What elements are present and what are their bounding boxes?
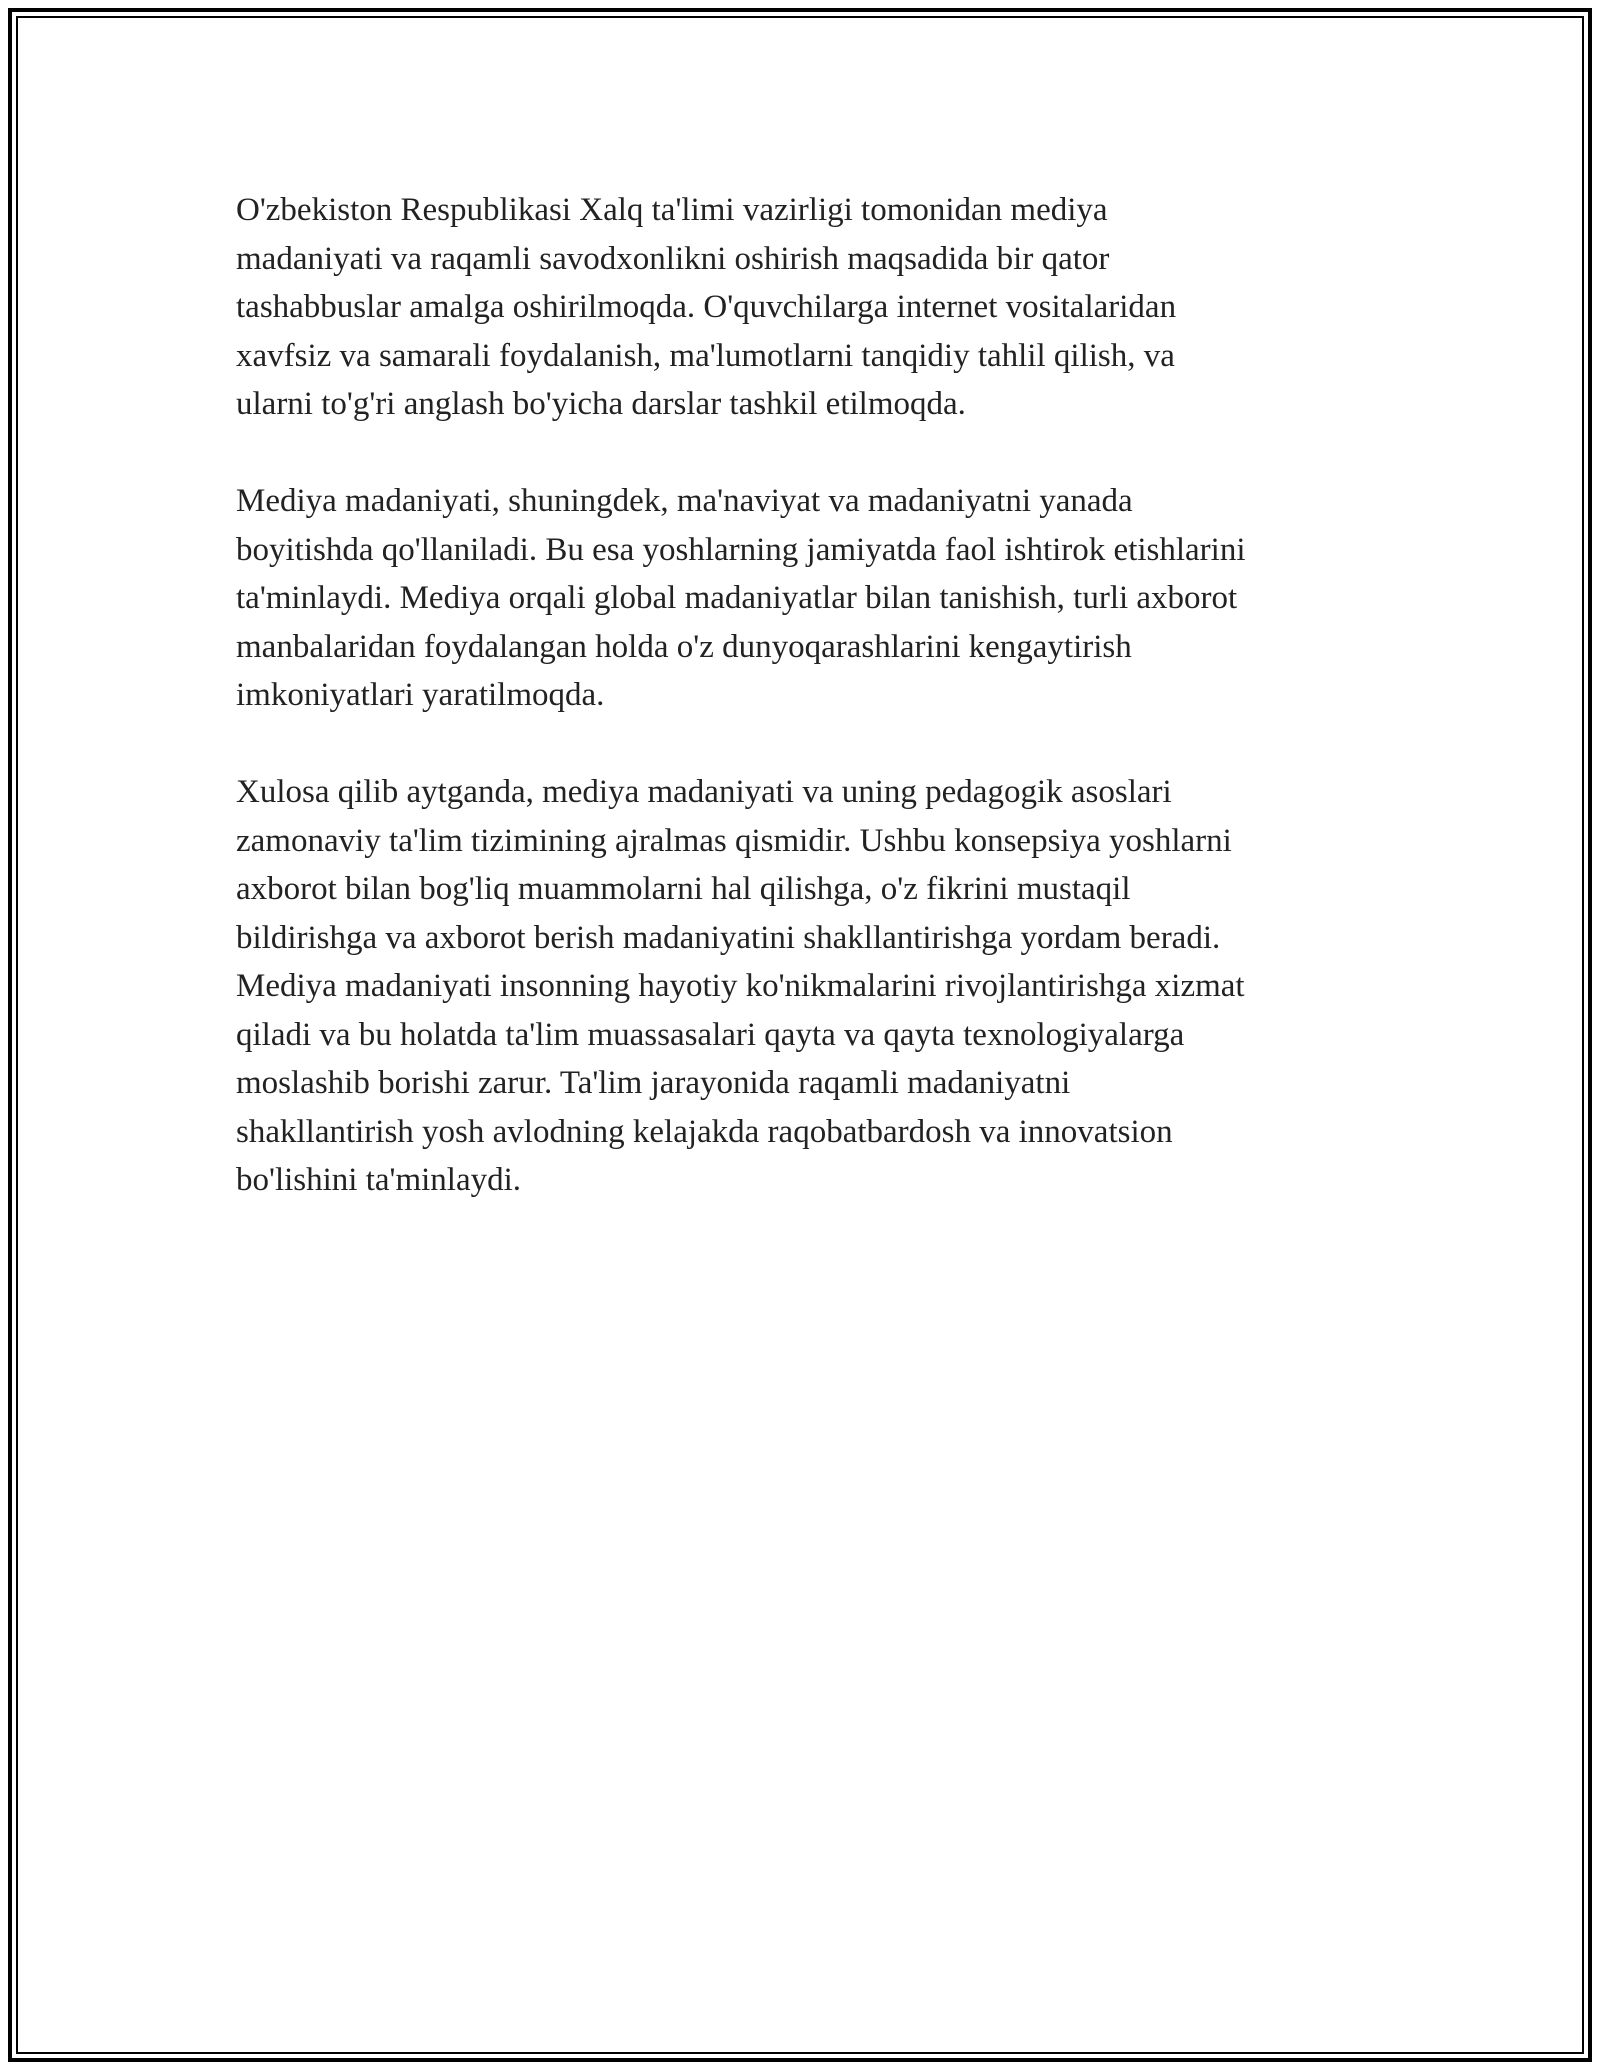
paragraph-3 (236, 768, 1376, 1205)
text-line: Mediya madaniyati, shuningdek, ma'naviyat va madaniyatni yanada (236, 483, 1133, 519)
text-line: imkoniyatlari yaratilmoqda. (236, 677, 605, 713)
text-line: ularni to'g'ri anglash bo'yicha darslar tashkil etilmoqda. (236, 386, 966, 422)
text-line: O'zbekiston Respublikasi Xalq ta'limi vazirligi tomonidan mediya (236, 192, 1108, 228)
text-line: axborot bilan bog'liq muammolarni hal qilishga, o'z fikrini mustaqil (236, 871, 1131, 907)
paragraph-1 (236, 186, 1376, 429)
text-line: bildirishga va axborot berish madaniyatini shakllantirishga yordam beradi. (236, 919, 1221, 956)
paragraph-2 (236, 477, 1376, 720)
text-line: ta'minlaydi. Mediya orqali global madaniyatlar bilan tanishish, turli axborot (236, 580, 1238, 616)
text-line: Xulosa qilib aytganda, mediya madaniyati va uning pedagogik asoslari (236, 774, 1172, 810)
document-body (236, 186, 1376, 1205)
text-line: manbalaridan foydalangan holda o'z dunyoqarashlarini kengaytirish (236, 628, 1132, 665)
text-line: shakllantirish yosh avlodning kelajakda raqobatbardosh va innovatsion (236, 1113, 1173, 1150)
text-line: tashabbuslar amalga oshirilmoqda. O'quvchilarga internet vositalaridan (236, 289, 1177, 325)
text-line: Mediya madaniyati insonning hayotiy ko'nikmalarini rivojlantirishga xizmat (236, 968, 1245, 1004)
text-line: boyitishda qo'llaniladi. Bu esa yoshlarning jamiyatda faol ishtirok etishlarini (236, 531, 1246, 568)
text-line: madaniyati va raqamli savodxonlikni oshirish maqsadida bir qator (236, 240, 1110, 277)
text-line: bo'lishini ta'minlaydi. (236, 1162, 522, 1198)
text-line: zamonaviy ta'lim tizimining ajralmas qismidir. Ushbu konsepsiya yoshlarni (236, 822, 1232, 859)
text-line: qiladi va bu holatda ta'lim muassasalari qayta va qayta texnologiyalarga (236, 1016, 1185, 1053)
text-line: xavfsiz va samarali foydalanish, ma'lumotlarni tanqidiy tahlil qilish, va (236, 337, 1175, 374)
text-line: moslashib borishi zarur. Ta'lim jarayonida raqamli madaniyatni (236, 1065, 1071, 1101)
